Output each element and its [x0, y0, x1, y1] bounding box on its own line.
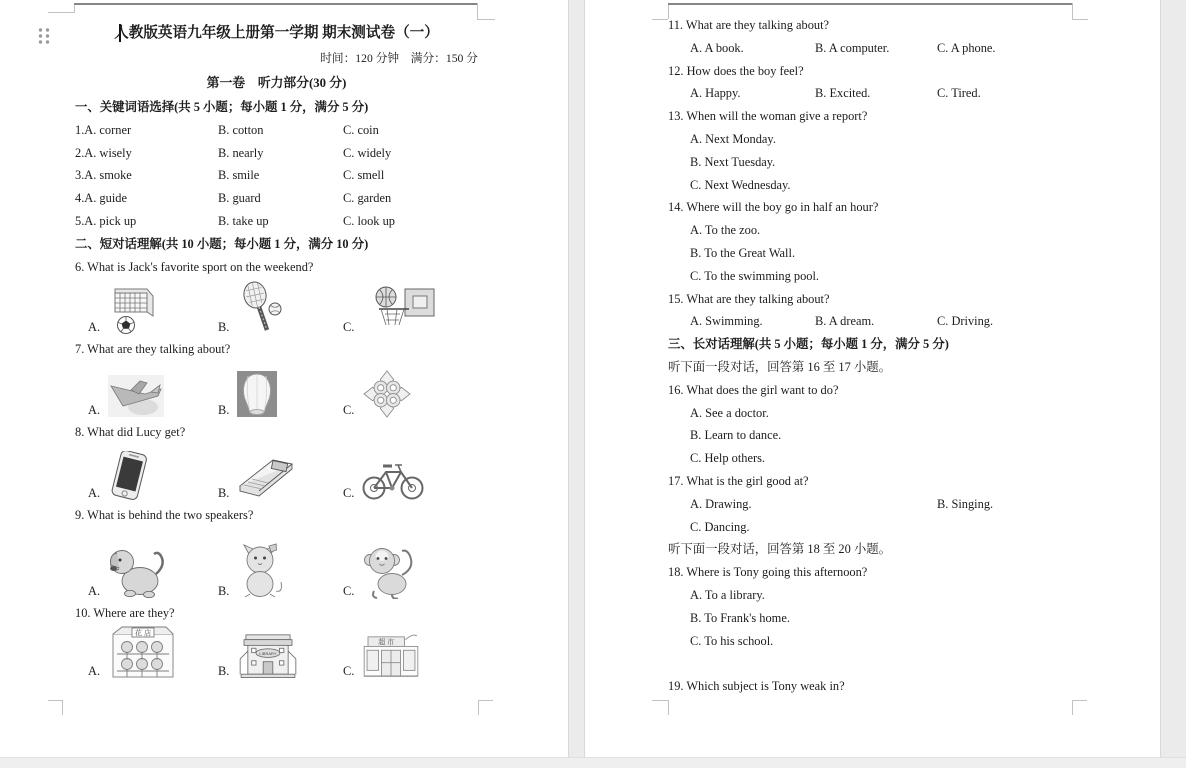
- dog-icon[interactable]: [107, 543, 169, 599]
- text-boundary-mark: [1072, 700, 1073, 715]
- question-text[interactable]: 13. When will the woman give a report?: [668, 109, 868, 124]
- option-text[interactable]: B. guard: [218, 191, 261, 206]
- option-text[interactable]: C. To the swimming pool.: [690, 268, 820, 283]
- question-text[interactable]: 16. What does the girl want to do?: [668, 382, 839, 397]
- option-text[interactable]: B. To Frank's home.: [690, 610, 790, 625]
- flower-shop-icon[interactable]: [107, 625, 179, 679]
- option-text[interactable]: B. Next Tuesday.: [690, 154, 776, 169]
- option-text[interactable]: B. Excited.: [815, 86, 871, 101]
- monkey-icon[interactable]: [361, 543, 417, 599]
- smartphone-icon[interactable]: [107, 451, 151, 501]
- svg-text:花 店: 花 店: [134, 628, 152, 638]
- svg-text:LIBRARY: LIBRARY: [259, 650, 277, 656]
- option-text[interactable]: A. Drawing.: [690, 496, 752, 511]
- exam-time-score[interactable]: 时间：120 分钟 满分：150 分: [320, 52, 478, 65]
- question-text[interactable]: 19. Which subject is Tony weak in?: [668, 679, 845, 694]
- option-text[interactable]: B. To the Great Wall.: [690, 245, 796, 260]
- text-boundary-mark: [1072, 3, 1073, 19]
- option-text[interactable]: B. A computer.: [815, 40, 890, 55]
- six-dot-drag-handle-icon[interactable]: [37, 27, 51, 45]
- option-label[interactable]: A.: [88, 663, 101, 678]
- option-text[interactable]: C. Next Wednesday.: [690, 177, 791, 192]
- word-choice-row: [75, 187, 478, 210]
- text-boundary-mark: [478, 700, 479, 715]
- option-text[interactable]: B. A dream.: [815, 314, 875, 329]
- option-text[interactable]: B. cotton: [218, 122, 264, 137]
- picture-option-row: [75, 444, 478, 504]
- options-row: [668, 493, 1072, 516]
- options-row: [668, 82, 1072, 105]
- paper-cutting-icon[interactable]: [361, 370, 413, 418]
- svg-text:超 市: 超 市: [378, 638, 395, 647]
- document-page-2[interactable]: [583, 0, 1160, 757]
- model-airplane-icon[interactable]: [107, 374, 165, 418]
- option-label[interactable]: C.: [343, 583, 355, 598]
- part1-heading[interactable]: 第一卷 听力部分(30 分): [206, 76, 347, 90]
- option-text[interactable]: 1.A. corner: [75, 122, 132, 137]
- option-label[interactable]: A.: [88, 403, 101, 418]
- canvas-right-margin: [1160, 0, 1186, 767]
- option-text[interactable]: 2.A. wisely: [75, 145, 132, 160]
- option-text[interactable]: A. See a doctor.: [690, 405, 769, 420]
- option-label[interactable]: A.: [88, 583, 101, 598]
- option-text[interactable]: C. Dancing.: [690, 519, 750, 534]
- document-page-1[interactable]: [0, 0, 568, 757]
- blank-line: [668, 652, 1072, 675]
- question-text[interactable]: 8. What did Lucy get?: [75, 425, 186, 440]
- option-text[interactable]: 5.A. pick up: [75, 213, 137, 228]
- section2-heading[interactable]: 二、短对话理解(共 10 小题；每小题 1 分，满分 10 分): [75, 236, 369, 251]
- word-choice-row: [75, 164, 478, 187]
- option-text[interactable]: B. nearly: [218, 145, 264, 160]
- supermarket-icon[interactable]: [361, 633, 421, 679]
- option-text[interactable]: B. Learn to dance.: [690, 428, 782, 443]
- option-text[interactable]: 3.A. smoke: [75, 168, 132, 183]
- option-text[interactable]: C. widely: [343, 145, 392, 160]
- sky-lantern-icon[interactable]: [236, 370, 278, 418]
- option-text[interactable]: C. Help others.: [690, 451, 766, 466]
- option-text[interactable]: A. To a library.: [690, 587, 765, 602]
- option-text[interactable]: A. Happy.: [690, 86, 741, 101]
- picture-option-row: [75, 361, 478, 421]
- text-boundary-mark: [477, 3, 478, 20]
- text-boundary-mark: [74, 3, 75, 13]
- text-boundary-mark: [48, 700, 63, 701]
- text-boundary-mark: [62, 700, 63, 715]
- options-row: [668, 37, 1072, 60]
- soccer-goal-and-ball-icon[interactable]: [107, 283, 159, 335]
- text-boundary-mark: [478, 700, 493, 701]
- option-text[interactable]: A. To the zoo.: [690, 223, 761, 238]
- picture-option-row: [75, 278, 478, 338]
- text-boundary-mark: [74, 3, 478, 5]
- option-text[interactable]: 4.A. guide: [75, 191, 127, 206]
- option-text[interactable]: A. A book.: [690, 40, 744, 55]
- question-text[interactable]: 11. What are they talking about?: [668, 18, 830, 32]
- option-text[interactable]: B. take up: [218, 213, 269, 228]
- option-label[interactable]: B.: [218, 663, 230, 678]
- basketball-and-hoop-icon[interactable]: [361, 285, 437, 335]
- option-text[interactable]: C. coin: [343, 122, 379, 137]
- question-text[interactable]: 12. How does the boy feel?: [668, 63, 804, 78]
- question-text[interactable]: 18. Where is Tony going this afternoon?: [668, 565, 868, 580]
- tennis-racket-and-ball-icon[interactable]: [236, 281, 284, 335]
- option-label[interactable]: A.: [88, 485, 101, 500]
- option-label[interactable]: C.: [343, 320, 355, 335]
- question-text[interactable]: 10. Where are they?: [75, 605, 175, 620]
- cat-icon[interactable]: [236, 543, 286, 599]
- option-text[interactable]: B. smile: [218, 168, 260, 183]
- question-text[interactable]: 9. What is behind the two speakers?: [75, 507, 254, 522]
- option-label[interactable]: C.: [343, 485, 355, 500]
- page2-text-area: [668, 14, 1072, 698]
- option-label[interactable]: B.: [218, 583, 230, 598]
- english-book-icon[interactable]: [236, 455, 298, 501]
- text-boundary-mark: [652, 700, 668, 701]
- option-text[interactable]: C. look up: [343, 213, 395, 228]
- text-boundary-mark: [1072, 700, 1087, 701]
- option-label[interactable]: B.: [218, 485, 230, 500]
- option-text[interactable]: C. smell: [343, 168, 385, 183]
- option-label[interactable]: C.: [343, 403, 355, 418]
- option-text[interactable]: C. Driving.: [937, 314, 994, 329]
- picture-option-row: [75, 527, 478, 602]
- text-boundary-mark: [1072, 19, 1088, 20]
- text-boundary-mark: [48, 12, 74, 13]
- option-text[interactable]: C. Tired.: [937, 86, 981, 101]
- word-choice-row: [75, 210, 478, 233]
- section3-heading[interactable]: 三、长对话理解(共 5 小题；每小题 1 分，满分 5 分): [668, 337, 949, 352]
- option-text[interactable]: A. Next Monday.: [690, 131, 776, 146]
- text-boundary-mark: [668, 3, 1072, 5]
- option-label[interactable]: A.: [88, 320, 101, 335]
- option-text[interactable]: C. garden: [343, 191, 392, 206]
- option-text[interactable]: C. A phone.: [937, 40, 996, 55]
- option-label[interactable]: B.: [218, 403, 230, 418]
- text-boundary-mark: [477, 19, 495, 20]
- option-label[interactable]: C.: [343, 663, 355, 678]
- page-gap: [568, 0, 585, 767]
- page1-text-area: [75, 20, 478, 682]
- listen-prompt[interactable]: 听下面一段对话，回答第 16 至 17 小题。: [668, 359, 892, 374]
- library-building-icon[interactable]: [236, 631, 300, 679]
- picture-option-row: [75, 625, 478, 682]
- option-text[interactable]: B. Singing.: [937, 496, 994, 511]
- listen-prompt[interactable]: 听下面一段对话，回答第 18 至 20 小题。: [668, 542, 892, 557]
- question-text[interactable]: 7. What are they talking about?: [75, 342, 231, 357]
- question-text[interactable]: 6. What is Jack's favorite sport on the weekend?: [75, 259, 314, 274]
- option-label[interactable]: B.: [218, 320, 230, 335]
- bicycle-icon[interactable]: [361, 457, 425, 501]
- text-boundary-mark: [652, 19, 668, 20]
- canvas-bottom-margin: [0, 757, 1186, 768]
- question-text[interactable]: 15. What are they talking about?: [668, 291, 830, 306]
- word-choice-row: [75, 142, 478, 165]
- text-boundary-mark: [668, 700, 669, 715]
- option-text[interactable]: A. Swimming.: [690, 314, 763, 329]
- exam-title[interactable]: 人教版英语九年级上册第一学期 期末测试卷（一）: [114, 25, 439, 41]
- question-text[interactable]: 17. What is the girl good at?: [668, 473, 809, 488]
- option-text[interactable]: C. To his school.: [690, 633, 774, 648]
- section1-heading[interactable]: 一、关键词语选择(共 5 小题；每小题 1 分，满分 5 分): [75, 100, 369, 114]
- options-row: [668, 310, 1072, 333]
- word-choice-row: [75, 119, 478, 142]
- question-text[interactable]: 14. Where will the boy go in half an hour?: [668, 200, 879, 215]
